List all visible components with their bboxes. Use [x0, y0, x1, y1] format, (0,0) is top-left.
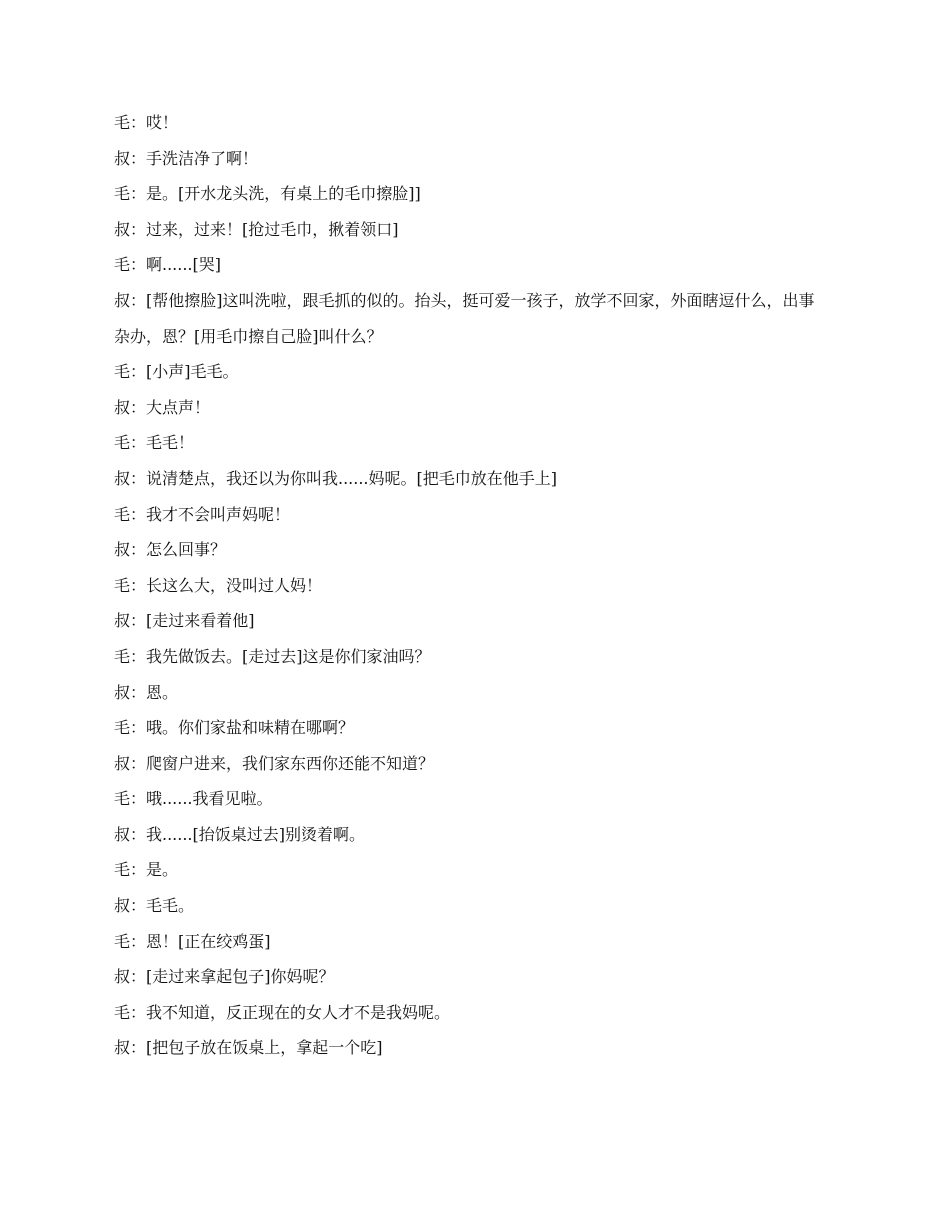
dialogue-line: 叔：爬窗户进来，我们家东西你还能不知道？	[114, 753, 435, 773]
dialogue-line: 毛：哎！	[114, 113, 179, 132]
dialogue-line: 毛：毛毛！	[114, 433, 195, 453]
dialogue-line: 毛：哦。你们家盐和味精在哪啊？	[114, 718, 355, 738]
dialogue-line: 毛：我不知道，反正现在的女人才不是我妈呢。	[114, 1002, 451, 1022]
dialogue-line: 毛：啊......[哭]	[114, 255, 222, 275]
dialogue-line: 毛：是。	[114, 860, 179, 880]
dialogue-line: 叔：[帮他擦脸]这叫洗啦，跟毛抓的似的。抬头，挺可爱一孩子，放学不回家，外面瞎逗什么，出事	[114, 290, 815, 310]
dialogue-line: 叔：毛毛。	[114, 896, 195, 916]
dialogue-line: 毛：长这么大，没叫过人妈！	[114, 575, 323, 595]
dialogue-line: 叔：说清楚点，我还以为你叫我......妈呢。[把毛巾放在他手上]	[114, 468, 558, 488]
dialogue-line: 毛：哦......我看见啦。	[114, 789, 273, 809]
dialogue-line: 毛：[小声]毛毛。	[114, 362, 239, 382]
dialogue-line: 叔：[走过来看着他]	[114, 611, 255, 631]
dialogue-line: 毛：我先做饭去。[走过去]这是你们家油吗？	[114, 646, 431, 666]
dialogue-line: 毛：我才不会叫声妈呢！	[114, 504, 291, 524]
dialogue-line: 叔：我......[抬饭桌过去]别烫着啊。	[114, 824, 366, 844]
dialogue-line: 毛：恩！[正在绞鸡蛋]	[114, 931, 271, 951]
dialogue-line: 叔：[把包子放在饭桌上，拿起一个吃]	[114, 1038, 383, 1058]
dialogue-line: 叔：[走过来拿起包子]你妈呢？	[114, 967, 335, 987]
dialogue-line: 毛：是。[开水龙头洗，有桌上的毛巾擦脸]]	[114, 184, 421, 204]
dialogue-line: 叔：大点声！	[114, 397, 211, 417]
dialogue-script	[114, 112, 838, 1073]
dialogue-line: 叔：恩。	[114, 682, 179, 702]
dialogue-line: 叔：手洗洁净了啊！	[114, 148, 259, 168]
dialogue-line: 杂办，恩？[用毛巾擦自己脸]叫什么？	[114, 326, 383, 346]
dialogue-line: 叔：怎么回事？	[114, 540, 227, 560]
dialogue-line: 叔：过来，过来！[抢过毛巾，揪着领口]	[114, 219, 399, 239]
